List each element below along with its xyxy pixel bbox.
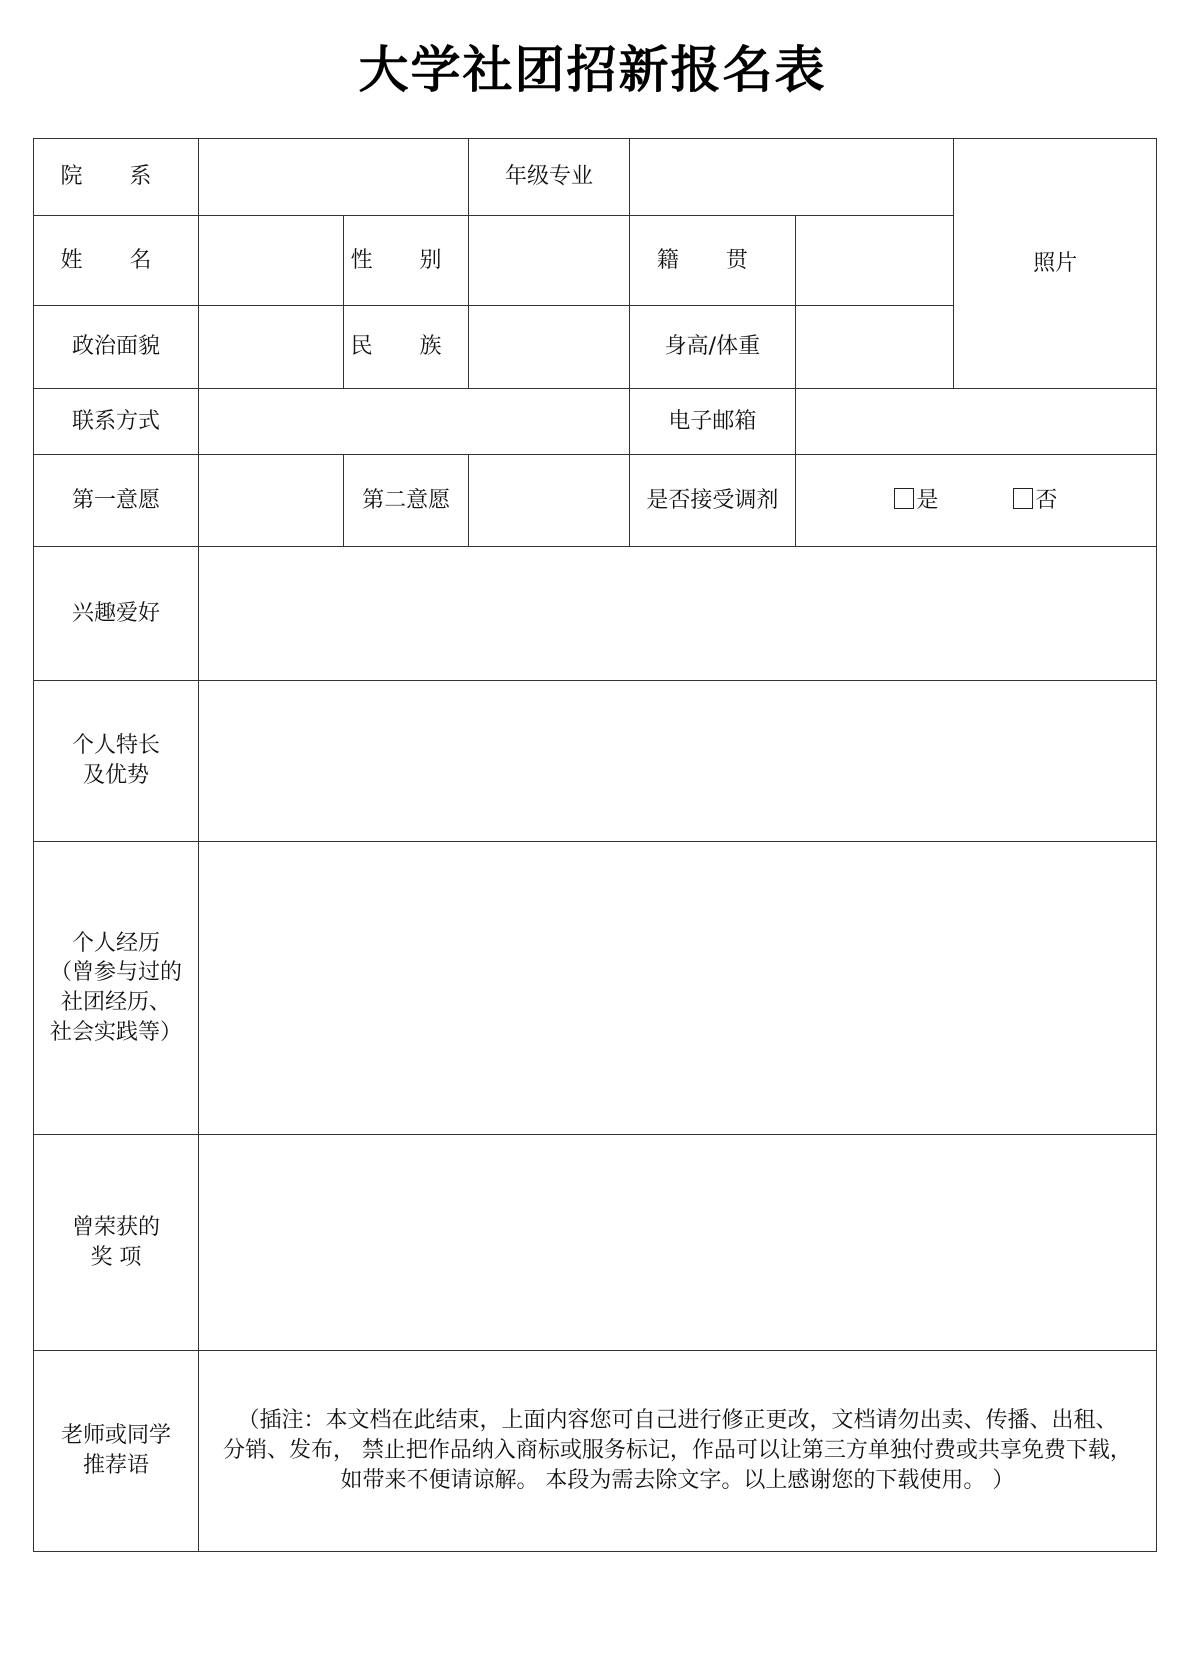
label-political-status: 政治面貌	[34, 306, 199, 389]
field-name[interactable]	[198, 216, 343, 306]
field-height-weight[interactable]	[795, 306, 954, 389]
label-specialties	[34, 681, 199, 842]
label-experience-line2: （曾参与过的	[49, 960, 182, 986]
field-grade-major[interactable]	[629, 139, 954, 216]
label-photo: 照片	[1033, 250, 1078, 276]
field-recommendation[interactable]	[198, 1351, 1156, 1552]
label-specialties-line1: 个人特长	[71, 733, 160, 759]
label-specialties-line2: 及优势	[82, 763, 149, 788]
option-yes[interactable]	[894, 486, 938, 516]
label-experience	[34, 842, 199, 1135]
row-experience	[34, 842, 1157, 1135]
label-awards-line2: 奖 项	[90, 1244, 142, 1270]
label-awards	[34, 1135, 199, 1351]
label-recommendation-line1: 老师或同学	[60, 1423, 171, 1449]
label-experience-line4: 社会实践等）	[49, 1019, 182, 1045]
label-department: 院 系	[34, 139, 199, 216]
field-contact[interactable]	[198, 389, 629, 455]
label-accept-transfer: 是否接受调剂	[629, 455, 795, 547]
row-department	[34, 139, 1157, 216]
field-department[interactable]	[198, 139, 468, 216]
label-first-choice: 第一意愿	[34, 455, 199, 547]
label-hometown: 籍 贯	[629, 216, 795, 306]
field-second-choice[interactable]	[469, 455, 630, 547]
label-second-choice: 第二意愿	[343, 455, 468, 547]
field-political-status[interactable]	[198, 306, 343, 389]
registration-form	[33, 138, 1157, 1552]
label-ethnicity: 民 族	[343, 306, 468, 389]
label-recommendation	[34, 1351, 199, 1552]
checkbox-no[interactable]	[1013, 488, 1033, 509]
field-first-choice[interactable]	[198, 455, 343, 547]
label-experience-line1: 个人经历	[71, 930, 160, 956]
field-gender[interactable]	[469, 216, 630, 306]
label-email: 电子邮箱	[629, 389, 795, 455]
row-choices	[34, 455, 1157, 547]
label-hobbies: 兴趣爱好	[34, 547, 199, 681]
label-name: 姓 名	[34, 216, 199, 306]
page-title: 大学社团招新报名表	[358, 41, 827, 99]
row-contact	[34, 389, 1157, 455]
option-no-label: 否	[1035, 487, 1058, 513]
photo-box[interactable]	[954, 139, 1157, 389]
label-height-weight: 身高/体重	[629, 306, 795, 389]
note-line: 分销、发布， 禁止把作品纳入商标或服务标记，作品可以让第三方单独付费或共享免费下载，	[222, 1438, 1132, 1464]
row-specialties	[34, 681, 1157, 842]
label-experience-line3: 社团经历、	[60, 990, 171, 1015]
field-awards[interactable]	[198, 1135, 1156, 1351]
field-experience[interactable]	[198, 842, 1156, 1135]
label-recommendation-line2: 推荐语	[82, 1453, 149, 1478]
label-awards-line1: 曾荣获的	[71, 1214, 160, 1240]
label-gender: 性 别	[343, 216, 468, 306]
label-contact: 联系方式	[34, 389, 199, 455]
label-grade-major: 年级专业	[469, 139, 630, 216]
field-ethnicity[interactable]	[469, 306, 630, 389]
note-line: （插注：本文档在此结束，上面内容您可自己进行修正更改，文档请勿出卖、传播、出租、	[237, 1408, 1118, 1434]
transfer-options	[795, 455, 1156, 547]
option-no[interactable]	[1013, 486, 1057, 516]
row-recommendation	[34, 1351, 1157, 1552]
checkbox-yes[interactable]	[894, 488, 914, 509]
field-hobbies[interactable]	[198, 547, 1156, 681]
row-hobbies	[34, 547, 1157, 681]
field-specialties[interactable]	[198, 681, 1156, 842]
field-hometown[interactable]	[795, 216, 954, 306]
row-awards	[34, 1135, 1157, 1351]
option-yes-label: 是	[916, 487, 939, 513]
note-line: 如带来不便请谅解。 本段为需去除文字。以上感谢您的下载使用。 ）	[340, 1467, 1015, 1493]
field-email[interactable]	[795, 389, 1156, 455]
